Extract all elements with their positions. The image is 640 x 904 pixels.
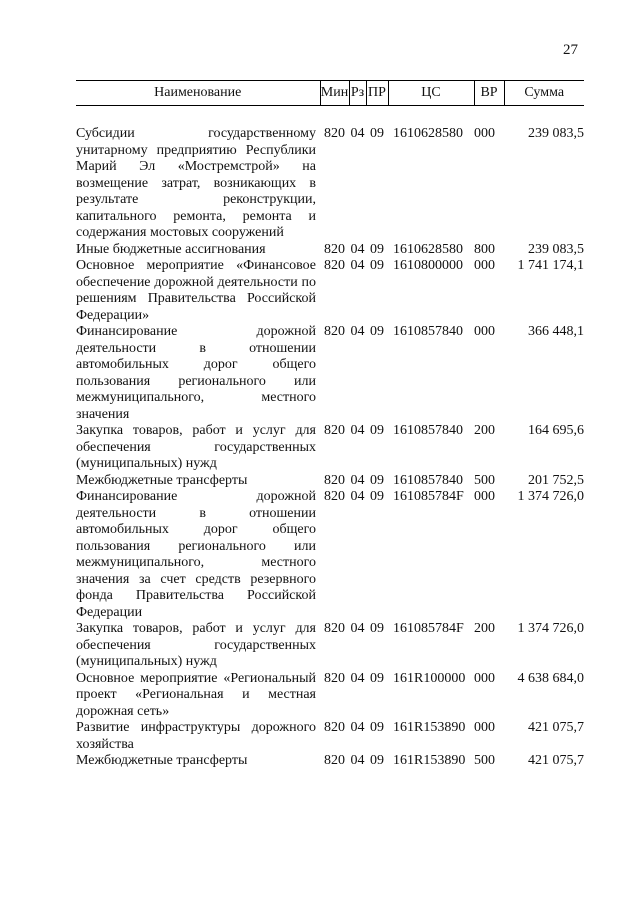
cell-min: 820 [324,423,345,438]
cell-name: Межбюджетные трансферты [76,753,248,768]
cell-name: Закупка товаров, работ и услуг для обеспечения государственных (муниципальных) нужд [76,423,316,471]
table-body [76,106,584,770]
cell-name: Финансирование дорожной деятельности в отношении автомобильных дорог общего пользования регионального или межмуниципального, местного значения [76,324,316,422]
cell-rz: 04 [350,670,365,686]
cell-sum: 1 374 726,0 [517,489,584,504]
cell-min: 820 [324,324,345,339]
cell-rz: 04 [350,324,365,339]
cell-rz: 04 [350,489,365,504]
header-pr: ПР [366,81,388,106]
header-vr: ВР [474,81,504,106]
cell-name: Основное мероприятие «Финансовое обеспечение дорожной деятельности по решениям Правительства Российской Федерации» [76,258,316,323]
cell-rz: 04 [350,126,365,141]
cell-min: 820 [324,258,345,273]
cell-vr: 000 [474,324,495,339]
table-header [76,81,584,106]
cell-name: Иные бюджетные ассигнования [76,241,266,257]
table-row [76,489,584,621]
cell-vr: 000 [474,489,495,504]
budget-table [76,80,584,770]
cell-sum: 366 448,1 [528,324,584,339]
cell-pr: 09 [370,621,384,636]
cell-name: Финансирование дорожной деятельности в отношении автомобильных дорог общего пользования регионального или межмуниципального, местного значения за счет средств резервного фонда Правительства Российской Федерации [76,489,316,620]
cell-rz: 04 [350,621,365,636]
cell-min: 820 [324,670,345,686]
cell-pr: 09 [370,324,384,339]
cell-rz: 04 [350,753,365,768]
budget-table-container [76,80,584,770]
cell-pr: 09 [370,258,384,273]
cell-rz: 04 [350,258,365,273]
cell-min: 820 [324,241,345,257]
cell-sum: 421 075,7 [528,753,584,768]
cell-vr: 000 [474,670,495,686]
cell-cs: 161085784F [393,621,464,636]
cell-pr: 09 [370,753,384,768]
cell-vr: 200 [474,423,495,438]
cell-vr: 000 [474,258,495,273]
cell-min: 820 [324,753,345,768]
cell-cs: 1610628580 [393,126,463,141]
cell-rz: 04 [350,241,365,257]
cell-cs: 161R100000 [393,670,466,686]
cell-name: Развитие инфраструктуры дорожного хозяйства [76,720,316,752]
cell-vr: 200 [474,621,495,636]
table-row [76,473,584,490]
cell-sum: 1 741 174,1 [517,258,584,273]
cell-pr: 09 [370,670,384,686]
cell-pr: 09 [370,126,384,141]
cell-vr: 800 [474,241,495,257]
table-row [76,258,584,324]
cell-name: Основное мероприятие «Региональный проект «Региональная и местная дорожная сеть» [76,670,316,719]
cell-name: Субсидии государственному унитарному предприятию Республики Марий Эл «Мостремстрой» на возмещение затрат, возникающих в результате реконструкции, капитального ремонта, ремонта и содержания мостовых сооружений [76,126,316,240]
cell-vr: 000 [474,126,495,141]
table-row [76,423,584,473]
table-row [76,621,584,671]
header-sum: Сумма [504,81,584,106]
cell-sum: 164 695,6 [528,423,584,438]
table-row [76,671,584,721]
cell-rz: 04 [350,423,365,438]
cell-pr: 09 [370,720,384,735]
table-row [76,242,584,259]
cell-sum: 239 083,5 [528,126,584,141]
cell-sum: 201 752,5 [528,472,584,488]
cell-sum: 421 075,7 [528,720,584,735]
header-min: Мин [320,81,349,106]
cell-min: 820 [324,621,345,636]
cell-pr: 09 [370,472,384,488]
cell-min: 820 [324,720,345,735]
header-name: Наименование [76,81,320,106]
cell-cs: 1610628580 [393,241,463,257]
cell-cs: 1610857840 [393,472,463,488]
cell-vr: 500 [474,753,495,768]
cell-name: Закупка товаров, работ и услуг для обеспечения государственных (муниципальных) нужд [76,621,316,669]
cell-name: Межбюджетные трансферты [76,472,248,488]
table-row [76,106,584,242]
table-row [76,753,584,770]
cell-cs: 161R153890 [393,720,466,735]
table-row [76,720,584,753]
cell-cs: 161R153890 [393,753,466,768]
cell-pr: 09 [370,241,384,257]
table-row [76,324,584,423]
header-cs: ЦС [388,81,474,106]
page-number: 27 [563,42,578,58]
cell-sum: 1 374 726,0 [517,621,584,636]
cell-min: 820 [324,472,345,488]
cell-rz: 04 [350,472,365,488]
cell-cs: 1610857840 [393,324,463,339]
cell-vr: 500 [474,472,495,488]
cell-vr: 000 [474,720,495,735]
cell-cs: 161085784F [393,489,464,504]
cell-pr: 09 [370,423,384,438]
cell-pr: 09 [370,489,384,504]
cell-sum: 239 083,5 [528,241,584,257]
cell-cs: 1610857840 [393,423,463,438]
cell-sum: 4 638 684,0 [517,670,584,686]
cell-rz: 04 [350,720,365,735]
cell-cs: 1610800000 [393,258,463,273]
header-rz: Рз [349,81,366,106]
cell-min: 820 [324,126,345,141]
cell-min: 820 [324,489,345,504]
